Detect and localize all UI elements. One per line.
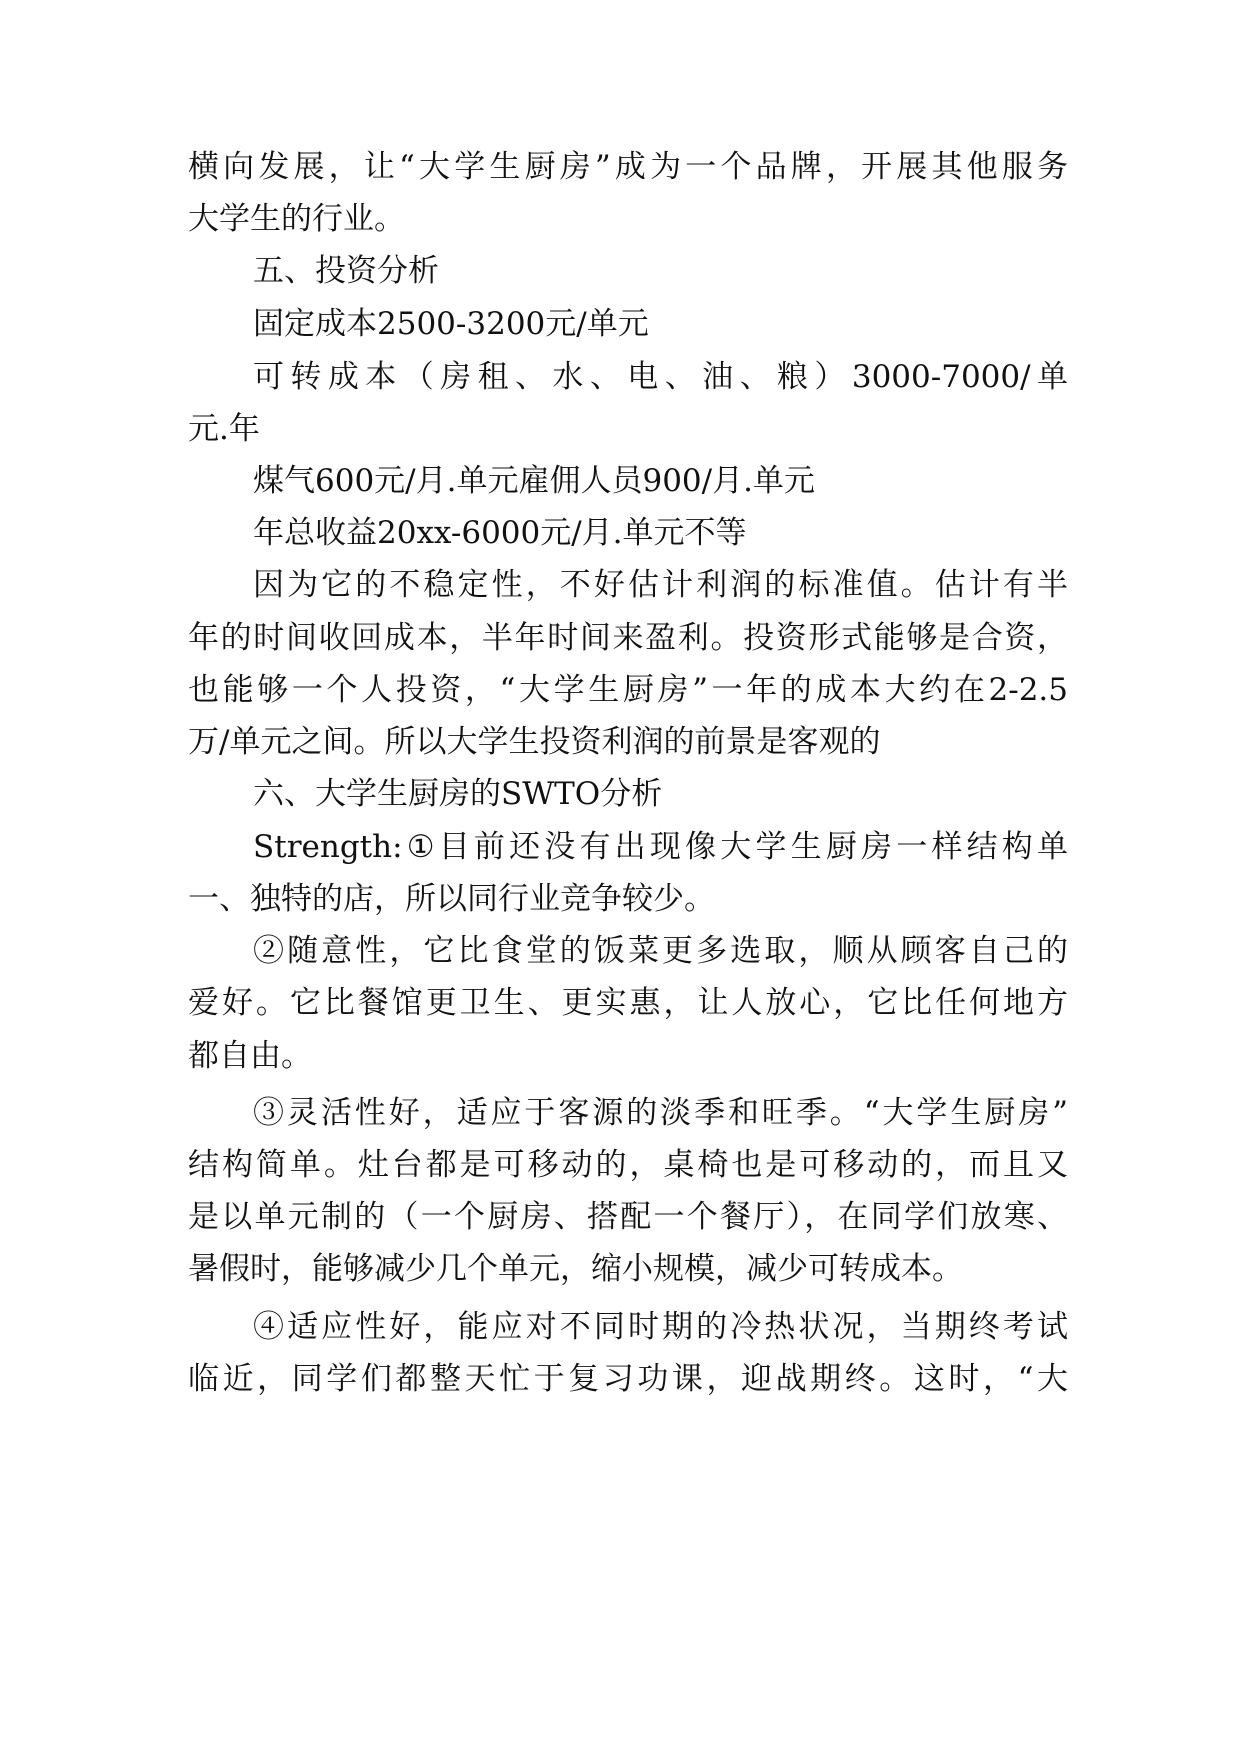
body-line: 暑假时，能够减少几个单元，缩小规模，减少可转成本。 [188, 1251, 963, 1287]
body-line: 一、独特的店，所以同行业竞争较少。 [188, 881, 715, 917]
body-line: 都自由。 [188, 1038, 312, 1074]
body-line: 可转成本（房租、水、电、油、粮）3000-7000/单 [253, 359, 1068, 395]
body-line: 临近，同学们都整天忙于复习功课，迎战期终。这时，“大 [188, 1361, 1068, 1397]
body-line: ③灵活性好，适应于客源的淡季和旺季。“大学生厨房” [253, 1095, 1068, 1131]
body-line: 爱好。它比餐馆更卫生、更实惠，让人放心，它比任何地方 [188, 985, 1068, 1021]
body-line: 因为它的不稳定性，不好估计利润的标准值。估计有半 [253, 567, 1068, 603]
body-line: 固定成本2500-3200元/单元 [253, 306, 649, 342]
body-line: 年的时间收回成本，半年时间来盈利。投资形式能够是合资， [188, 620, 1068, 656]
body-line: 煤气600元/月.单元雇佣人员900/月.单元 [253, 463, 815, 499]
body-line: 结构简单。灶台都是可移动的，桌椅也是可移动的，而且又 [188, 1147, 1068, 1183]
body-line: ④适应性好，能应对不同时期的冷热状况，当期终考试 [253, 1309, 1068, 1345]
section-heading: 六、大学生厨房的SWTO分析 [253, 776, 663, 812]
body-line: 也能够一个人投资，“大学生厨房”一年的成本大约在2-2.5 [188, 672, 1068, 708]
body-line: ②随意性，它比食堂的饭菜更多选取，顺从顾客自己的 [253, 933, 1068, 969]
section-heading: 五、投资分析 [253, 253, 439, 289]
body-line: 元.年 [188, 411, 260, 447]
body-line: Strength:①目前还没有出现像大学生厨房一样结构单 [253, 829, 1068, 865]
body-line: 年总收益20xx-6000元/月.单元不等 [253, 515, 747, 551]
body-line: 横向发展，让“大学生厨房”成为一个品牌，开展其他服务 [188, 149, 1068, 185]
body-line: 大学生的行业。 [188, 201, 405, 237]
body-line: 万/单元之间。所以大学生投资利润的前景是客观的 [188, 724, 881, 760]
body-line: 是以单元制的（一个厨房、搭配一个餐厅），在同学们放寒、 [188, 1199, 1068, 1235]
